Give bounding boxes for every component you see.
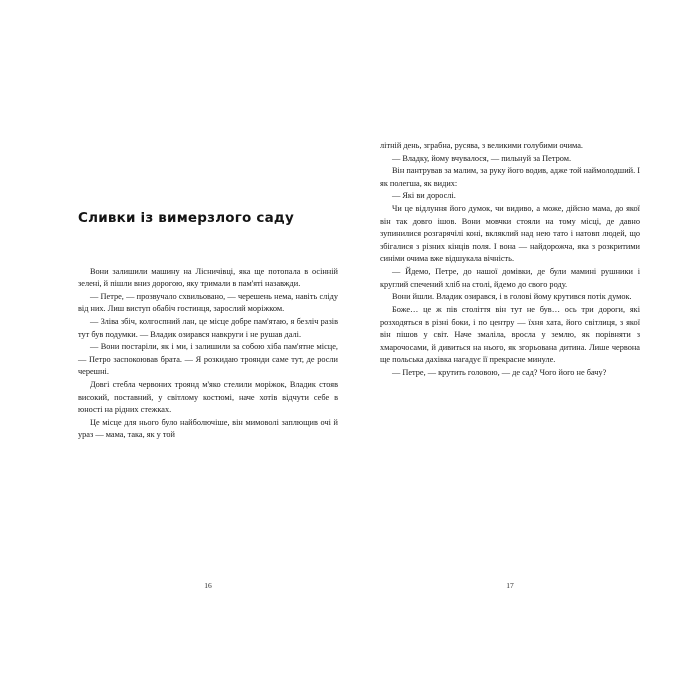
paragraph: — Петре, — прозвучало схвильовано, — черешень нема, навіть сліду від них. Лиш виступ обабіч гостинця, зарослий моріжком. bbox=[78, 291, 338, 314]
paragraph: Вони йшли. Владик озирався, і в голові йому крутився потік думок. bbox=[392, 292, 632, 302]
paragraph: — Які ви дорослі. bbox=[392, 191, 456, 201]
chapter-title: Сливки із вимерзлого саду bbox=[78, 210, 294, 226]
page-number-right: 17 bbox=[506, 581, 514, 590]
paragraph: — Йдемо, Петре, до нашої домівки, де були мамині рушники і круглий спечений хліб на столі, йдемо до свого роду. bbox=[380, 267, 640, 289]
page-number-left: 16 bbox=[204, 581, 212, 590]
paragraph: Це місце для нього було найболючіше, він мимоволі заплющив очі й ураз — мама, така, як у той bbox=[78, 417, 338, 440]
paragraph: — Петре, — крутить головою, — де сад? Чого його не бачу? bbox=[392, 367, 607, 377]
page-left bbox=[78, 140, 338, 590]
right-page-body bbox=[380, 140, 640, 380]
paragraph: Вони залишили машину на Лісничівці, яка ще потопала в осінній зелені, й пішли вниз дорогою, яку тримали в пам'яті назавжди. bbox=[78, 266, 338, 289]
paragraph: — Владку, йому вчувалося, — пильнуй за Петром. bbox=[392, 153, 572, 163]
page-right bbox=[380, 140, 640, 590]
paragraph: — Зліва збіч, колгоспний лан, це місце добре пам'ятаю, я безліч разів тут був подумки. — Владик озирався навкруги і не рушав далі. bbox=[78, 316, 338, 339]
paragraph: Він пантрував за малим, за руку його водив, адже той наймолодший. І як полегша, як видих: bbox=[380, 166, 640, 188]
paragraph: Чи це відлуння його думок, чи видиво, а може, дійсно мама, до якої він так довго ішов. Вони мовчки стояли на тому місці, де давно зупинилися розгарячілі коні, вкляклий над нею тато і натовп людей, що збігалися з різних кінців поля. І вона — найдорожча, яка з розкритими синіми очима вже відшукала вічність. bbox=[380, 204, 640, 264]
left-page-body bbox=[78, 266, 338, 443]
paragraph: літній день, зграбна, русява, з великими голубими очима. bbox=[380, 141, 583, 150]
paragraph: Боже… це ж пів століття він тут не був… ось три дороги, які розходяться в різні боки, і по центру — їхня хата, його світлиця, з якої він пішов у світ. Наче змаліла, вросла у землю, як порівняти з хмарочосами, й дивиться на нього, як згорьована дитина. Лише червона ще польська дахівка нагадує її прекрасне минуле. bbox=[380, 304, 640, 365]
paragraph: Довгі стебла червоних троянд м'яко стелили моріжок, Владик стояв високий, поставний, у світлому костюмі, наче хотів відчути себе в юності на рідних стежках. bbox=[78, 380, 338, 415]
paragraph: — Вони постаріли, як і ми, і залишили за собою хіба пам'ятне місце, — Петро заспокоював брата. — Я розкидаю троянди саме тут, де росли черешні. bbox=[78, 342, 338, 377]
